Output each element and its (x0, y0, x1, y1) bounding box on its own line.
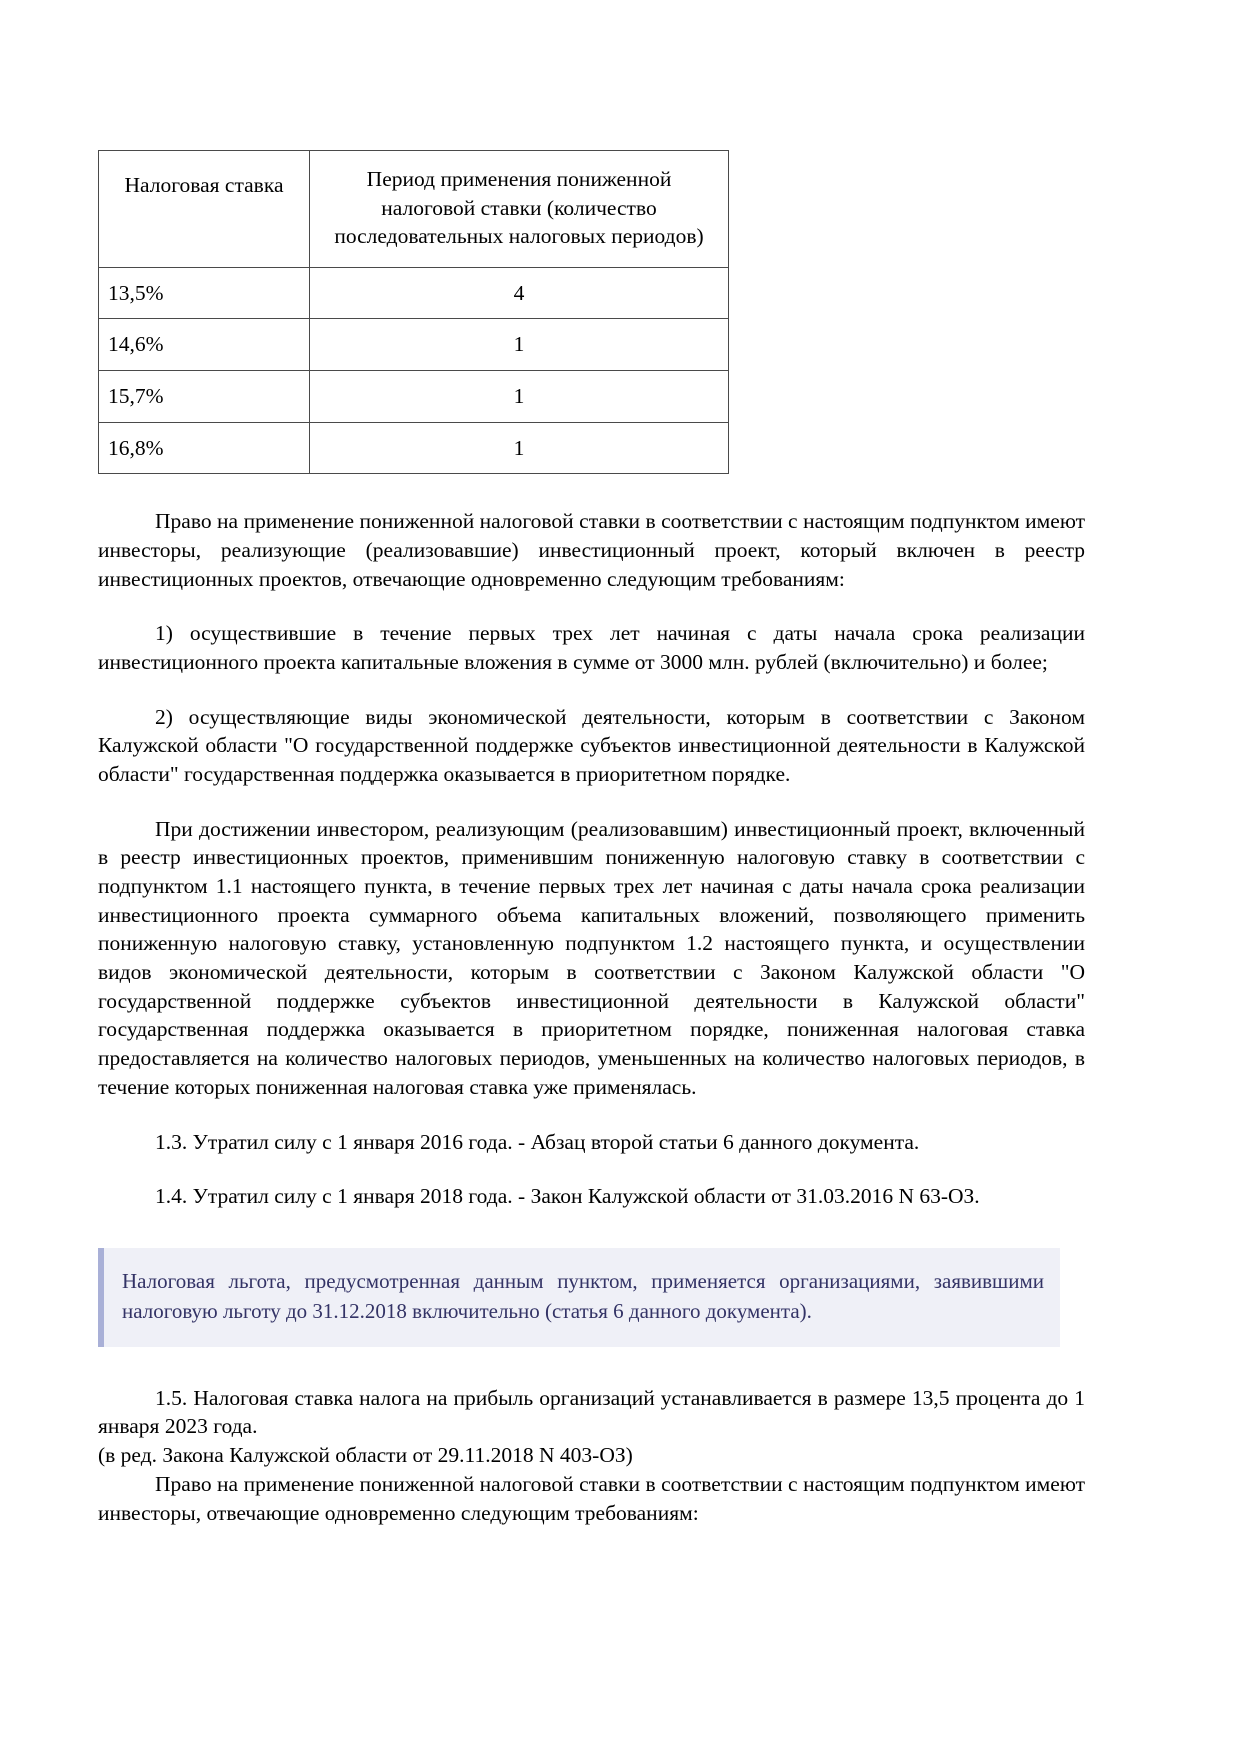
cell-tax-rate: 14,6% (99, 319, 310, 371)
column-header-tax-rate: Налоговая ставка (99, 151, 310, 268)
table-header (99, 151, 729, 268)
tax-rate-table (98, 150, 729, 474)
cell-period-count: 1 (310, 370, 729, 422)
clause-1-3: 1.3. Утратил силу с 1 января 2016 года. - Абзац второй статьи 6 данного документа. (155, 1129, 920, 1154)
cell-tax-rate: 13,5% (99, 267, 310, 319)
column-header-period: Период применения пониженной налоговой ставки (количество последовательных налоговых периодов) (310, 151, 729, 268)
clause-1-4: 1.4. Утратил силу с 1 января 2018 года. - Закон Калужской области от 31.03.2016 N 63-ОЗ. (155, 1184, 980, 1209)
paragraph-requirement-1: 1) осуществившие в течение первых трех лет начиная с даты начала срока реализации инвестиционного проекта капитальные вложения в сумме от 3000 млн. рублей (включительно) и более; (98, 621, 1085, 674)
table-row (99, 370, 729, 422)
paragraph-intro: Право на применение пониженной налоговой ставки в соответствии с настоящим подпунктом имеют инвесторы, реализующие (реализовавшие) инвестиционный проект, который включен в реестр инвестиционных проектов, отвечающие одновременно следующим требованиям: (98, 509, 1085, 591)
table-row (99, 267, 729, 319)
table-body (99, 267, 729, 473)
table-row (99, 319, 729, 371)
table-header-row (99, 151, 729, 268)
cell-tax-rate: 16,8% (99, 422, 310, 474)
amendment-reference: (в ред. Закона Калужской области от 29.11.2018 N 403-ОЗ) (98, 1443, 633, 1468)
cell-period-count: 1 (310, 319, 729, 371)
cell-period-count: 1 (310, 422, 729, 474)
paragraph-achievement: При достижении инвестором, реализующим (реализовавшим) инвестиционный проект, включенный в реестр инвестиционных проектов, применившим пониженную налоговую ставку в соответствии с подпунктом 1.1 настоящего пункта, в течение первых трех лет начиная с даты начала срока реализации инвестиционного проекта суммарного объема капитальных вложений, позволяющего применить пониженную налоговую ставку, установленную подпунктом 1.2 настоящего пункта, и осуществлении видов экономической деятельности, которым в соответствии с Законом Калужской области "О государственной поддержке субъектов инвестиционной деятельности в Калужской области" государственная поддержка оказывается в приоритетном порядке, пониженная налоговая ставка предоставляется на количество налоговых периодов, уменьшенных на количество налоговых периодов, в течение которых пониженная налоговая ставка уже применялась. (98, 816, 1085, 1099)
table-row (99, 422, 729, 474)
note-box-text: Налоговая льгота, предусмотренная данным пунктом, применяется организациями, заявившими налоговую льготу до 31.12.2018 включительно (статья 6 данного документа). (122, 1268, 1044, 1324)
tax-benefit-note-box (98, 1248, 1060, 1347)
paragraph-requirement-2: 2) осуществляющие виды экономической деятельности, которым в соответствии с Законом Калужской области "О государственной поддержке субъектов инвестиционной деятельности в Калужской области" государственная поддержка оказывается в приоритетном порядке. (98, 704, 1085, 786)
cell-tax-rate: 15,7% (99, 370, 310, 422)
cell-period-count: 4 (310, 267, 729, 319)
clause-1-5: 1.5. Налоговая ставка налога на прибыль организаций устанавливается в размере 13,5 процента до 1 января 2023 года. (98, 1385, 1085, 1439)
paragraph-tail: Право на применение пониженной налоговой ставки в соответствии с настоящим подпунктом имеют инвесторы, отвечающие одновременно следующим требованиям: (98, 1471, 1085, 1525)
